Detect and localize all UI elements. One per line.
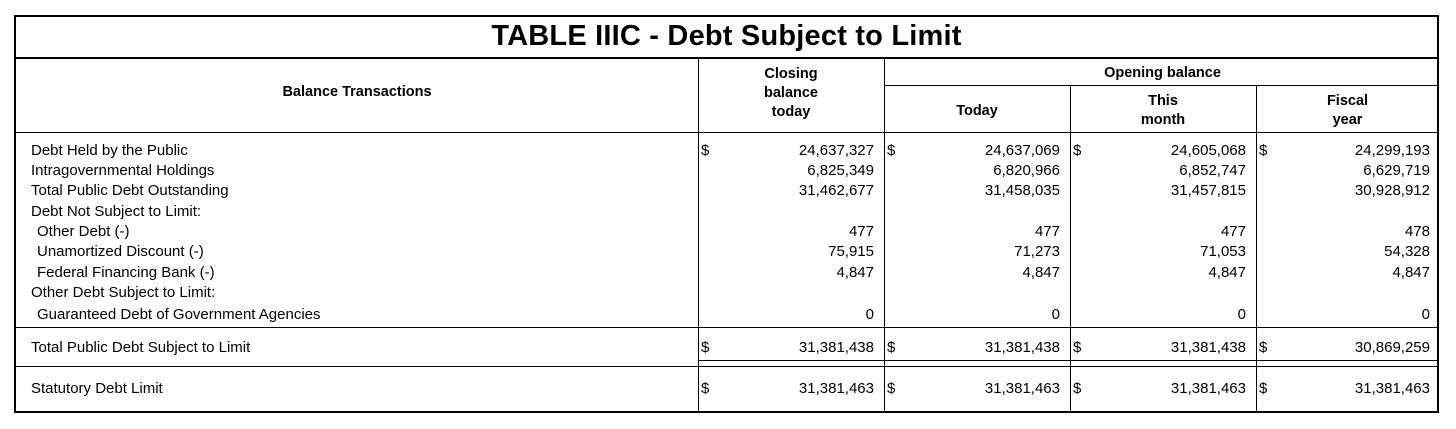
row-label: Guaranteed Debt of Government Agencies [37,306,321,323]
cell-value: 30,928,912 [1354,182,1430,199]
cell-value: 0 [865,306,874,323]
debt-subject-to-limit-table [14,15,1439,413]
total-double-rule-lower [16,366,1437,367]
cell-value: 24,299,193 [1354,142,1430,159]
cell-value: 31,381,463 [798,380,874,397]
title-divider [16,57,1437,59]
row-label: Debt Not Subject to Limit: [31,203,202,220]
cell-value: 0 [1421,306,1430,323]
cell-value: 71,273 [1014,243,1060,260]
header-this-month: This month [1140,93,1186,128]
body-divider [16,327,1437,328]
cell-value: 6,629,719 [1363,162,1430,179]
cell-value: 477 [848,223,874,240]
header-balance-transactions: Balance Transactions [282,84,432,100]
header-today: Today [956,103,998,119]
cell-value: 6,825,349 [807,162,874,179]
currency-symbol: $ [1259,380,1268,397]
currency-symbol: $ [701,380,710,397]
cell-value: 31,381,463 [1354,380,1430,397]
row-label: Total Public Debt Outstanding [31,182,229,199]
cell-value: 6,820,966 [993,162,1060,179]
header-closing-balance: Closing balance today [764,66,818,120]
cell-value: 4,847 [1208,264,1246,281]
currency-symbol: $ [1259,142,1268,159]
cell-value: 71,053 [1200,243,1246,260]
currency-symbol: $ [887,380,896,397]
currency-symbol: $ [887,339,896,356]
row-label: Debt Held by the Public [31,142,188,159]
cell-value: 75,915 [828,243,874,260]
cell-value: 4,847 [1392,264,1430,281]
column-divider-fiscal-year [1256,85,1257,413]
column-divider-this-month [1070,85,1071,413]
cell-value: 30,869,259 [1354,339,1430,356]
cell-value: 31,381,438 [1170,339,1246,356]
cell-value: 477 [1220,223,1246,240]
cell-value: 478 [1404,223,1430,240]
currency-symbol: $ [1259,339,1268,356]
cell-value: 54,328 [1384,243,1430,260]
header-divider [16,132,1437,133]
header-fiscal-year: Fiscal year [1326,93,1369,128]
cell-value: 477 [1034,223,1060,240]
statutory-limit-label: Statutory Debt Limit [31,380,163,397]
cell-value: 31,381,463 [984,380,1060,397]
table-title: TABLE IIIC - Debt Subject to Limit [491,20,962,52]
currency-symbol: $ [1073,380,1082,397]
cell-value: 4,847 [836,264,874,281]
row-label: Intragovernmental Holdings [31,162,215,179]
total-double-rule-upper [698,360,1437,361]
cell-value: 31,457,815 [1170,182,1246,199]
cell-value: 31,381,438 [798,339,874,356]
cell-value: 24,637,327 [798,142,874,159]
cell-value: 31,462,677 [798,182,874,199]
cell-value: 31,381,438 [984,339,1060,356]
cell-value: 4,847 [1022,264,1060,281]
header-opening-balance: Opening balance [1104,65,1221,81]
cell-value: 24,637,069 [984,142,1060,159]
row-label: Unamortized Discount (-) [37,243,204,260]
currency-symbol: $ [701,142,710,159]
currency-symbol: $ [701,339,710,356]
row-label: Other Debt Subject to Limit: [31,284,216,301]
currency-symbol: $ [1073,142,1082,159]
row-label: Other Debt (-) [37,223,130,240]
cell-value: 0 [1051,306,1060,323]
cell-value: 31,458,035 [984,182,1060,199]
currency-symbol: $ [1073,339,1082,356]
currency-symbol: $ [887,142,896,159]
cell-value: 0 [1237,306,1246,323]
cell-value: 24,605,068 [1170,142,1246,159]
opening-balance-divider [884,85,1437,86]
cell-value: 6,852,747 [1179,162,1246,179]
row-label: Federal Financing Bank (-) [37,264,215,281]
cell-value: 31,381,463 [1170,380,1246,397]
total-subject-label: Total Public Debt Subject to Limit [31,339,251,356]
